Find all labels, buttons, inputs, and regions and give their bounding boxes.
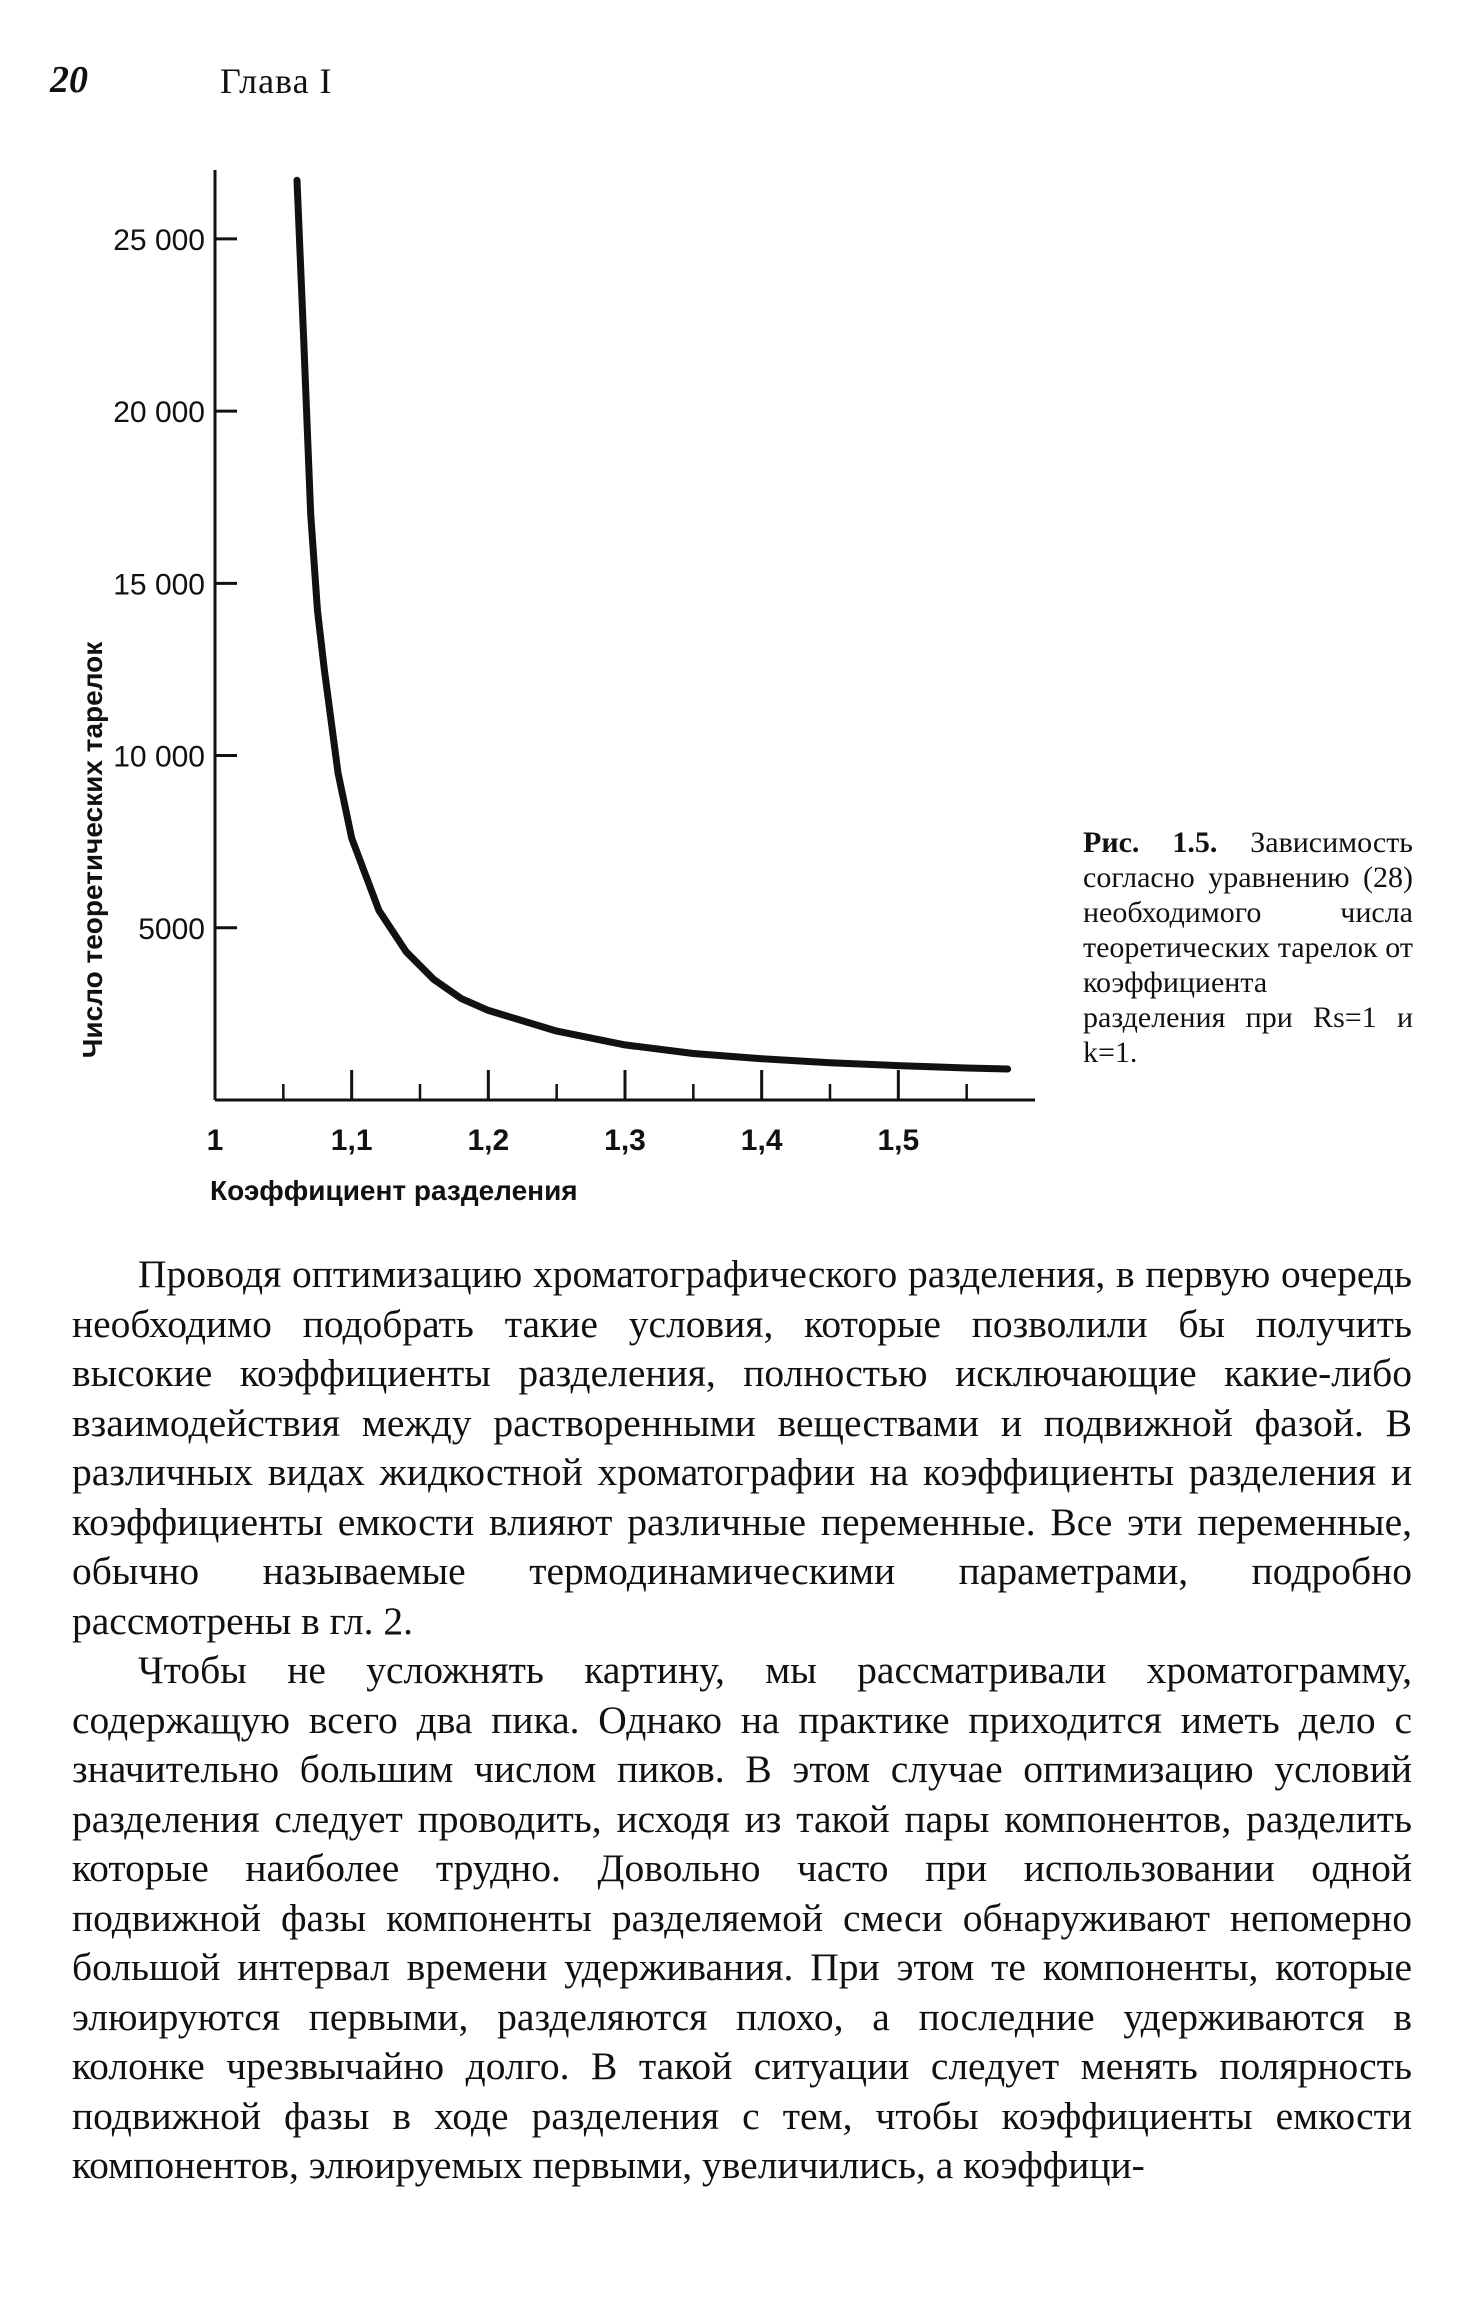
x-tick-label: 1,1 [330, 1124, 373, 1157]
x-axis-title: Коэффициент разделения [210, 1175, 578, 1206]
chapter-title: Глава I [220, 61, 333, 101]
figure-1-5 [0, 150, 1472, 1230]
page-header [50, 58, 650, 118]
y-tick-label: 10 000 [113, 740, 205, 774]
x-tick-label: 1,3 [604, 1124, 646, 1157]
x-tick-label: 1,2 [467, 1124, 510, 1157]
caption-text: Зависимость согласно уравнению (28) необходимого числа теоретических тарелок от коэффициента разделения при Rs=1 и k=1. [1083, 826, 1413, 1069]
y-axis-title: Число теоретических тарелок [77, 641, 108, 1059]
body-text [72, 1250, 1412, 2191]
y-tick-label: 15 000 [113, 568, 205, 602]
x-axis [207, 1070, 1035, 1157]
page-number: 20 [50, 59, 88, 101]
x-tick-label: 1,4 [740, 1124, 783, 1157]
y-tick-label: 25 000 [113, 223, 205, 257]
paragraph-2: Чтобы не усложнять картину, мы рассматривали хроматограмму, содержащую всего два пика. Однако на практике приходится иметь дело с значительно большим числом пиков. В этом случае оптимизацию условий разделения следует проводить, исходя из такой пары компонентов, разделить которые наиболее трудно. Довольно часто при использовании одной подвижной фазы компоненты разделяемой смеси обнаруживают непомерно большой интервал времени удерживания. При этом те компоненты, которые элюируются первыми, разделяются плохо, а последние удерживаются в колонке чрезвычайно долго. В такой ситуации следует менять полярность подвижной фазы в ходе разделения с тем, чтобы коэффициенты емкости компонентов, элюируемых первыми, увеличились, а коэффици- [72, 1648, 1412, 2187]
paragraph-1: Проводя оптимизацию хроматографического разделения, в первую очередь необходимо подобрать такие условия, которые позволили бы получить высокие коэффициенты разделения, полностью исключающие какие-либо взаимодействия между растворенными веществами и подвижной фазой. В различных видах жидкостной хроматографии на коэффициенты разделения и коэффициенты емкости влияют различные переменные. Все эти переменные, обычно называемые термодинамическими параметрами, подробно рассмотрены в гл. 2. [72, 1252, 1412, 1643]
x-tick-label: 1 [206, 1124, 224, 1157]
series-line [297, 180, 1008, 1069]
plates-vs-separation-chart [0, 150, 1060, 1230]
figure-caption [1083, 825, 1413, 1070]
caption-label: Рис. 1.5. [1083, 826, 1218, 859]
y-axis [113, 170, 237, 1100]
y-tick-label: 20 000 [113, 396, 205, 430]
y-tick-label: 5000 [138, 912, 205, 946]
x-tick-label: 1,5 [877, 1124, 920, 1157]
